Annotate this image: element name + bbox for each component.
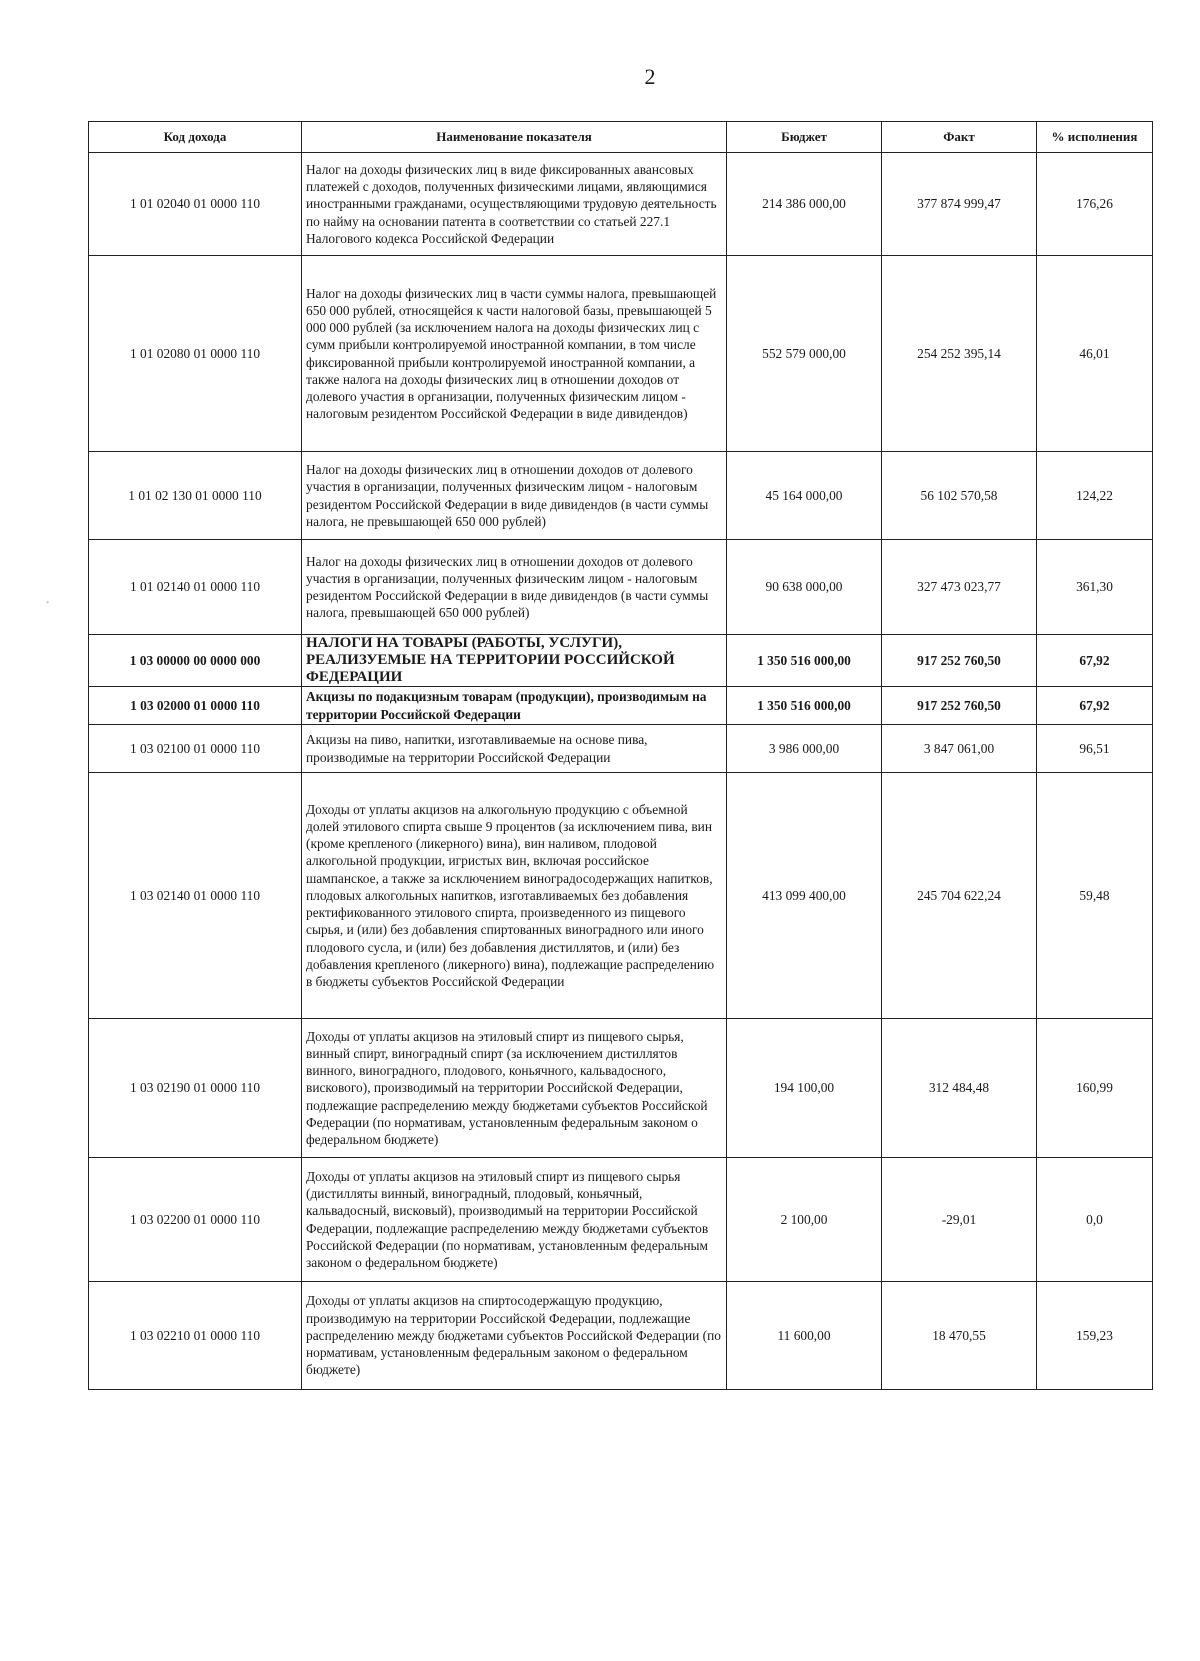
table-row xyxy=(89,1019,1153,1158)
row-code: 1 03 02100 01 0000 110 xyxy=(89,725,302,773)
row-fact: 56 102 570,58 xyxy=(882,452,1037,540)
row-fact: 327 473 023,77 xyxy=(882,540,1037,635)
revenue-table xyxy=(88,121,1153,1390)
row-name: Налог на доходы физических лиц в виде фиксированных авансовых платежей с доходов, полученных физическими лицами, являющимися иностранными гражданами, осуществляющими трудовую деятельность по найму на основании патента в соответствии со статьей 227.1 Налогового кодекса Российской Федерации xyxy=(302,153,727,256)
table-row xyxy=(89,540,1153,635)
table-row xyxy=(89,1282,1153,1390)
row-budget: 214 386 000,00 xyxy=(727,153,882,256)
row-fact: 377 874 999,47 xyxy=(882,153,1037,256)
header-name: Наименование показателя xyxy=(302,122,727,153)
row-budget: 1 350 516 000,00 xyxy=(727,687,882,725)
row-pct: 124,22 xyxy=(1037,452,1153,540)
table-row xyxy=(89,687,1153,725)
row-code: 1 03 00000 00 0000 000 xyxy=(89,635,302,687)
row-code: 1 01 02040 01 0000 110 xyxy=(89,153,302,256)
row-budget: 413 099 400,00 xyxy=(727,773,882,1019)
row-name: НАЛОГИ НА ТОВАРЫ (РАБОТЫ, УСЛУГИ), РЕАЛИЗУЕМЫЕ НА ТЕРРИТОРИИ РОССИЙСКОЙ ФЕДЕРАЦИИ xyxy=(302,635,727,687)
header-code: Код дохода xyxy=(89,122,302,153)
row-code: 1 03 02190 01 0000 110 xyxy=(89,1019,302,1158)
page-number: 2 xyxy=(644,64,656,89)
row-budget: 194 100,00 xyxy=(727,1019,882,1158)
row-name: Акцизы по подакцизным товарам (продукции), производимым на территории Российской Федерации xyxy=(302,687,727,725)
row-budget: 1 350 516 000,00 xyxy=(727,635,882,687)
row-pct: 160,99 xyxy=(1037,1019,1153,1158)
table-row xyxy=(89,153,1153,256)
row-budget: 3 986 000,00 xyxy=(727,725,882,773)
row-pct: 159,23 xyxy=(1037,1282,1153,1390)
row-fact: 254 252 395,14 xyxy=(882,256,1037,452)
table-row xyxy=(89,725,1153,773)
row-fact: 3 847 061,00 xyxy=(882,725,1037,773)
row-fact: 917 252 760,50 xyxy=(882,635,1037,687)
row-pct: 59,48 xyxy=(1037,773,1153,1019)
row-fact: -29,01 xyxy=(882,1158,1037,1282)
row-pct: 361,30 xyxy=(1037,540,1153,635)
header-fact: Факт xyxy=(882,122,1037,153)
row-name: Доходы от уплаты акцизов на спиртосодержащую продукцию, производимую на территории Российской Федерации, подлежащие распределению между бюджетами субъектов Российской Федерации (по нормативам, установленным федеральным законом о федеральном бюджете) xyxy=(302,1282,727,1390)
row-pct: 176,26 xyxy=(1037,153,1153,256)
row-code: 1 01 02080 01 0000 110 xyxy=(89,256,302,452)
row-name: Налог на доходы физических лиц в отношении доходов от долевого участия в организации, полученных физическим лицом - налоговым резидентом Российской Федерации в виде дивидендов (в части суммы налога, превышающей 650 000 рублей) xyxy=(302,540,727,635)
row-code: 1 03 02140 01 0000 110 xyxy=(89,773,302,1019)
header-pct: % исполнения xyxy=(1037,122,1153,153)
table-body xyxy=(89,153,1153,1390)
table-row xyxy=(89,1158,1153,1282)
row-fact: 18 470,55 xyxy=(882,1282,1037,1390)
row-fact: 245 704 622,24 xyxy=(882,773,1037,1019)
row-budget: 11 600,00 xyxy=(727,1282,882,1390)
row-name: Доходы от уплаты акцизов на алкогольную продукцию с объемной долей этилового спирта свыше 9 процентов (за исключением пива, вин (кроме крепленого (ликерного) вина), вин наливом, плодовой алкогольной продукции, игристых вин, включая российское шампанское, а также за исключением виноградосодержащих напитков, плодовых алкогольных напитков, изготавливаемых без добавления ректификованного этилового спирта, произведенного из пищевого сырья, и (или) без добавления спиртованных виноградного или иного плодового сусла, и (или) без добавления дистиллятов, и (или) без добавления крепленого (ликерного) вина), подлежащие распределению в бюджеты субъектов Российской Федерации xyxy=(302,773,727,1019)
row-code: 1 03 02000 01 0000 110 xyxy=(89,687,302,725)
row-name: Налог на доходы физических лиц в отношении доходов от долевого участия в организации, полученных физическим лицом - налоговым резидентом Российской Федерации в виде дивидендов (в части суммы налога, не превышающей 650 000 рублей) xyxy=(302,452,727,540)
row-budget: 552 579 000,00 xyxy=(727,256,882,452)
table-row xyxy=(89,452,1153,540)
row-pct: 96,51 xyxy=(1037,725,1153,773)
row-pct: 67,92 xyxy=(1037,687,1153,725)
row-fact: 917 252 760,50 xyxy=(882,687,1037,725)
row-pct: 46,01 xyxy=(1037,256,1153,452)
table-row xyxy=(89,773,1153,1019)
table-header-row xyxy=(89,122,1153,153)
row-name: Доходы от уплаты акцизов на этиловый спирт из пищевого сырья (дистилляты винный, виноградный, плодовый, коньячный, кальвадосный, висковый), производимый на территории Российской Федерации, подлежащие распределению между бюджетами субъектов Российской Федерации (по нормативам, установленным федеральным законом о федеральном бюджете) xyxy=(302,1158,727,1282)
row-name: Доходы от уплаты акцизов на этиловый спирт из пищевого сырья, винный спирт, виноградный спирт (за исключением дистиллятов винного, виноградного, плодового, коньячного, кальвадосного, вискового), производимый на территории Российской Федерации, подлежащие распределению между бюджетами субъектов Российской Федерации (по нормативам, установленным федеральным законом о федеральном бюджете) xyxy=(302,1019,727,1158)
scan-speck: ﾞ xyxy=(46,602,51,613)
row-code: 1 01 02 130 01 0000 110 xyxy=(89,452,302,540)
row-code: 1 01 02140 01 0000 110 xyxy=(89,540,302,635)
table-row xyxy=(89,256,1153,452)
header-budget: Бюджет xyxy=(727,122,882,153)
row-pct: 0,0 xyxy=(1037,1158,1153,1282)
row-name: Акцизы на пиво, напитки, изготавливаемые на основе пива, производимые на территории Российской Федерации xyxy=(302,725,727,773)
table-row xyxy=(89,635,1153,687)
row-budget: 45 164 000,00 xyxy=(727,452,882,540)
row-budget: 90 638 000,00 xyxy=(727,540,882,635)
row-name: Налог на доходы физических лиц в части суммы налога, превышающей 650 000 рублей, относящейся к части налоговой базы, превышающей 5 000 000 рублей (за исключением налога на доходы физических лиц с сумм прибыли контролируемой иностранной компании, в том числе фиксированной прибыли контролируемой иностранной компании, а также налога на доходы физических лиц в отношении доходов от долевого участия в организации, полученных физическим лицом - налоговым резидентом Российской Федерации в виде дивидендов) xyxy=(302,256,727,452)
row-code: 1 03 02210 01 0000 110 xyxy=(89,1282,302,1390)
row-budget: 2 100,00 xyxy=(727,1158,882,1282)
row-pct: 67,92 xyxy=(1037,635,1153,687)
row-code: 1 03 02200 01 0000 110 xyxy=(89,1158,302,1282)
row-fact: 312 484,48 xyxy=(882,1019,1037,1158)
